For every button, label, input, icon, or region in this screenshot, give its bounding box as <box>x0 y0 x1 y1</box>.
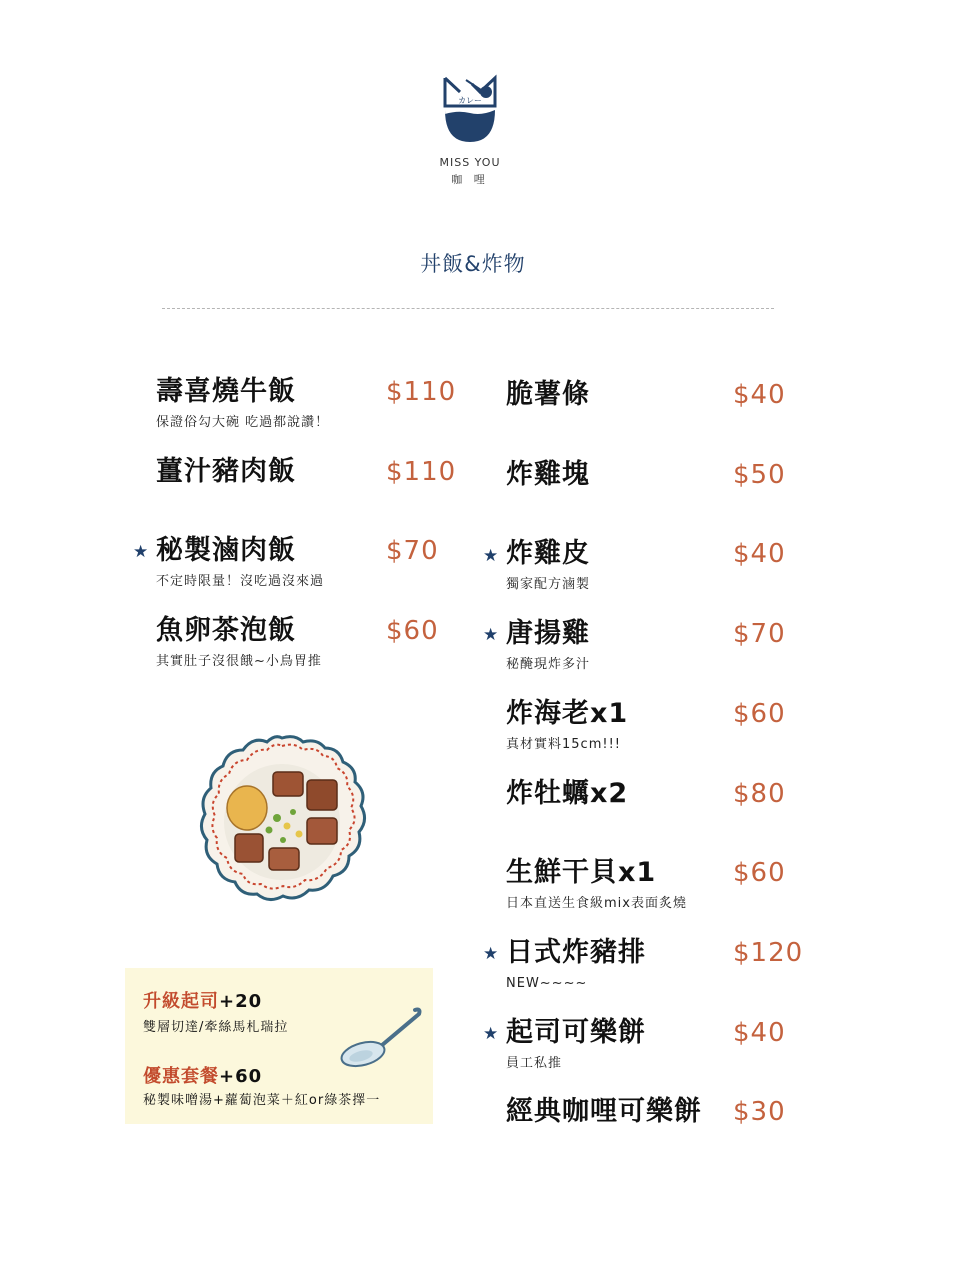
brand-name-en: MISS YOU <box>439 156 501 169</box>
menu-item-price: $60 <box>386 616 439 646</box>
menu-item <box>506 378 590 412</box>
menu-item <box>506 856 687 912</box>
star-icon: ★ <box>483 944 499 964</box>
star-icon: ★ <box>133 542 149 562</box>
upgrade-title-text: 升級起司 <box>143 991 219 1012</box>
curry-bowl-illustration <box>195 732 370 907</box>
menu-item-desc: 真材實料15cm!!! <box>506 737 621 752</box>
menu-item-price: $30 <box>733 1097 786 1127</box>
menu-item-name: 日式炸豬排 <box>506 937 646 968</box>
menu-item <box>506 617 590 673</box>
menu-item-name: 壽喜燒牛飯 <box>156 376 296 407</box>
dashed-divider <box>162 308 774 309</box>
menu-item-name: 魚卵茶泡飯 <box>156 615 296 646</box>
brand-logo <box>430 70 510 187</box>
menu-item-name: 脆薯條 <box>506 379 590 410</box>
set-add-price: +60 <box>219 1066 263 1087</box>
menu-item-price: $110 <box>386 377 457 407</box>
menu-item-name: 炸雞皮 <box>506 538 590 569</box>
menu-item-price: $120 <box>733 938 804 968</box>
menu-item-price: $50 <box>733 460 786 490</box>
menu-item-name: 經典咖哩可樂餅 <box>506 1096 702 1127</box>
upgrade-add-price: +20 <box>219 991 263 1012</box>
set-title <box>143 1062 262 1088</box>
menu-item <box>156 534 324 590</box>
menu-item-price: $70 <box>386 536 439 566</box>
menu-item-price: $60 <box>733 699 786 729</box>
menu-item <box>156 455 296 489</box>
bowl-logo-icon <box>436 70 504 146</box>
menu-item-desc: 不定時限量！沒吃過沒來過 <box>156 574 325 589</box>
menu-item-name: 生鮮干貝x1 <box>506 857 657 888</box>
menu-item-name: 炸雞塊 <box>506 459 590 490</box>
menu-item <box>506 777 628 811</box>
menu-item <box>156 614 322 670</box>
star-icon: ★ <box>483 1024 499 1044</box>
menu-item <box>156 375 329 431</box>
menu-item-desc: 其實肚子沒很餓~小鳥胃推 <box>156 654 322 669</box>
menu-item-price: $110 <box>386 457 457 487</box>
menu-item-price: $70 <box>733 619 786 649</box>
section-title: 丼飯&炸物 <box>420 252 526 276</box>
logo-text: カレー <box>458 96 482 105</box>
menu-item-desc: 秘醃現炸多汁 <box>506 657 591 672</box>
menu-item <box>506 1095 702 1129</box>
menu-item <box>506 936 646 992</box>
menu-item-price: $60 <box>733 858 786 888</box>
star-icon: ★ <box>483 546 499 566</box>
menu-item-name: 秘製滷肉飯 <box>156 535 296 566</box>
set-desc: 秘製味噌湯+蘿蔔泡菜＋紅or綠茶擇一 <box>143 1093 381 1108</box>
upgrade-desc: 雙層切達/牽絲馬札瑞拉 <box>143 1020 289 1035</box>
menu-item-desc: 日本直送生食級mix表面炙燒 <box>506 896 687 911</box>
menu-item-name: 炸牡蠣x2 <box>506 778 629 809</box>
menu-item-desc: NEW~~~~ <box>506 976 588 991</box>
menu-item-name: 炸海老x1 <box>506 698 629 729</box>
menu-item-name: 唐揚雞 <box>506 618 590 649</box>
menu-item <box>506 1016 646 1072</box>
menu-item-price: $40 <box>733 380 786 410</box>
spoon-illustration <box>333 1002 423 1072</box>
menu-item-name: 薑汁豬肉飯 <box>156 456 296 487</box>
menu-item <box>506 458 590 492</box>
upgrade-title <box>143 987 262 1013</box>
menu-item-price: $40 <box>733 539 786 569</box>
menu-item <box>506 697 628 753</box>
menu-item-desc: 員工私推 <box>506 1056 563 1071</box>
menu-item <box>506 537 590 593</box>
brand-name-zh: 咖 哩 <box>451 173 489 186</box>
menu-item-desc: 保證俗勾大碗 吃過都說讚！ <box>156 415 330 430</box>
set-title-text: 優惠套餐 <box>143 1066 219 1087</box>
menu-item-price: $40 <box>733 1018 786 1048</box>
menu-item-desc: 獨家配方滷製 <box>506 577 591 592</box>
menu-item-name: 起司可樂餅 <box>506 1017 646 1048</box>
star-icon: ★ <box>483 625 499 645</box>
promo-box <box>125 968 433 1124</box>
menu-item-price: $80 <box>733 779 786 809</box>
